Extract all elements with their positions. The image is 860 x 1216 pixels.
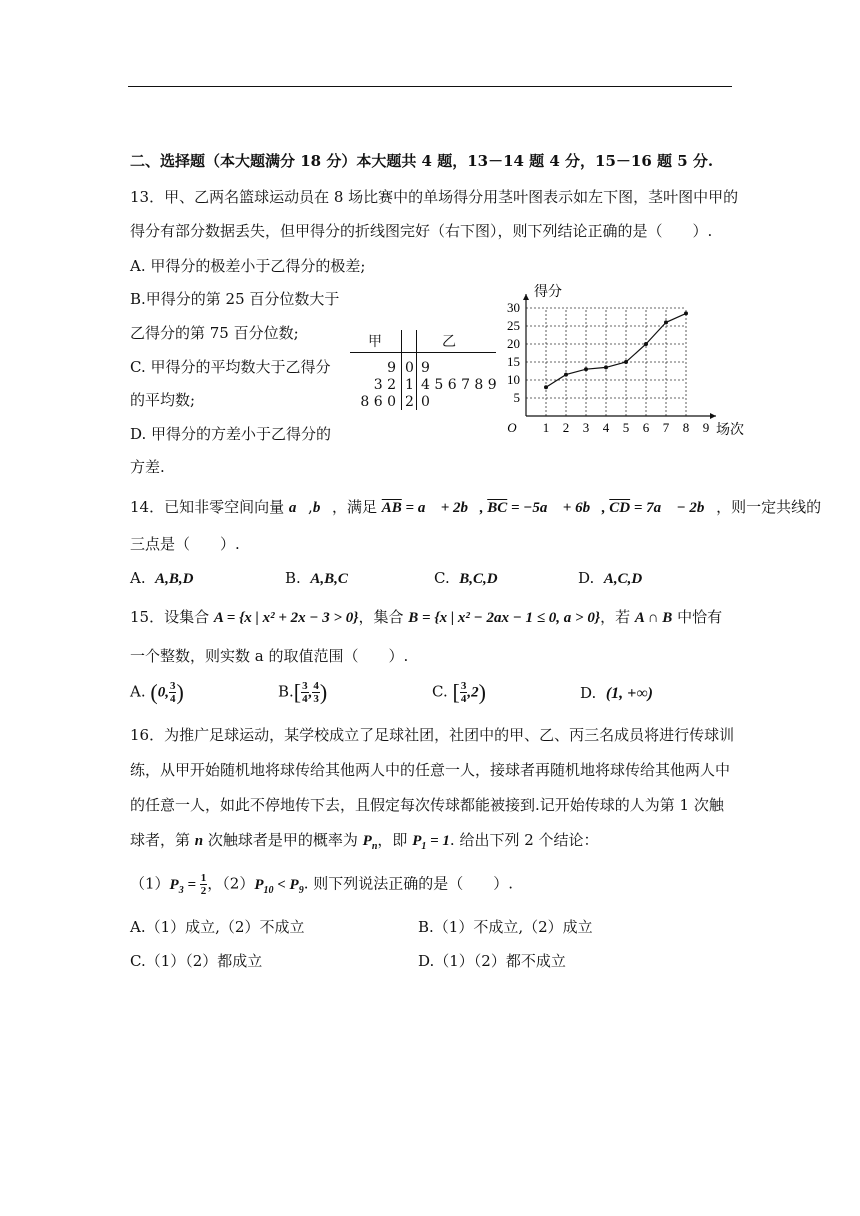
y-tick-label: 20 [507, 336, 520, 351]
stem-leaf-plot [350, 330, 500, 410]
stem-leaf-stem: 2 [405, 394, 414, 410]
origin-label: O [507, 420, 517, 435]
q14-option-c [434, 568, 498, 589]
q16-line4-mid2: ，即 [377, 831, 413, 849]
q14-line1-mid: ，满足 [331, 498, 382, 516]
q14-option-c-label: C. [434, 569, 450, 587]
data-point [604, 365, 608, 369]
data-point [664, 320, 668, 324]
q16-fraction-one-half: $\frac{1}{2}$ [200, 872, 207, 897]
q13-option-d-line1: D. 甲得分的方差小于乙得分的 [130, 425, 332, 443]
q15-line2: 一个整数，则实数 a 的取值范围（ ）. [130, 647, 409, 665]
q16-option-d: D.（1）（2）都不成立 [418, 952, 566, 970]
q15-option-b-label: B. [278, 682, 294, 701]
q14-line1-post: ，则一定共线的 [716, 498, 822, 516]
stem-leaf-divider-left [401, 330, 402, 410]
y-tick-label: 10 [507, 372, 520, 387]
q15-option-c: C. [ $\frac{3}{4}$ ,2) [432, 679, 486, 705]
stem-leaf-header-right: 乙 [442, 334, 456, 350]
data-point [624, 360, 628, 364]
x-axis-label: 场次 [716, 423, 744, 438]
q16-p3-equation: $P_3$ = [169, 876, 200, 896]
q13-option-c-line2: 的平均数; [130, 391, 196, 409]
x-tick-label: 3 [582, 420, 590, 435]
x-tick-label: 8 [682, 420, 690, 435]
x-tick-label: 6 [642, 420, 650, 435]
q15-intersection: A ∩ B [634, 610, 673, 626]
q14-option-b-value: A,B,C [310, 571, 348, 587]
q14-option-a-value: A,B,D [155, 571, 194, 587]
stem-leaf-left-leaves: 3 2 [373, 377, 396, 393]
q16-line5-pre: （1） [130, 874, 170, 893]
q15-line1-post: ，若 [600, 608, 635, 626]
q16-option-b: B.（1）不成立,（2）成立 [418, 918, 593, 936]
y-tick-label: 25 [507, 318, 520, 333]
q13-line1: 13．甲、乙两名篮球运动员在 8 场比赛中的单场得分用茎叶图表示如左下图，茎叶图中甲的 [130, 188, 739, 206]
q15-line1-pre: 15．设集合 [130, 608, 214, 626]
q16-line5-post: . 则下列说法正确的是（ ）. [303, 874, 514, 893]
stem-leaf-header-rule [350, 352, 496, 353]
x-tick-label: 5 [622, 420, 630, 435]
q16-option-c: C.（1）（2）都成立 [130, 952, 263, 970]
x-tick-label: 4 [602, 420, 610, 435]
q13-option-c-line1: C. 甲得分的平均数大于乙得分 [130, 358, 331, 376]
q16-inequality: $P_{10} < P_9$ [254, 876, 304, 896]
x-tick-label: 1 [542, 420, 550, 435]
q13-option-b-line1: B.甲得分的第 25 百分位数大于 [130, 290, 340, 308]
q16-line1: 16．为推广足球运动，某学校成立了足球社团，社团中的甲、乙、丙三名成员将进行传球训 [130, 726, 735, 744]
q15-option-a-label: A. [130, 682, 146, 701]
q15-set-a: A = {x | x² + 2x − 3 > 0} [213, 610, 359, 626]
data-point [544, 385, 548, 389]
header-rule [128, 86, 732, 87]
q14-option-d-value: A,C,D [603, 571, 643, 587]
q15-option-d-label: D. [580, 684, 597, 702]
q16-line4 [130, 830, 599, 857]
section-heading: 二、选择题（本大题满分 18 分）本大题共 4 题，13－14 题 4 分，15－16 题 5 分. [130, 152, 714, 170]
q13-option-d-line2: 方差. [130, 458, 165, 476]
q15-line1-mid: ，集合 [358, 608, 409, 626]
q16-option-a: A.（1）成立,（2）不成立 [130, 918, 305, 936]
q16-var-pn: $P_n$ [362, 833, 378, 852]
q14-option-c-value: B,C,D [459, 571, 498, 587]
stem-leaf-header-left: 甲 [368, 334, 382, 350]
y-tick-label: 30 [507, 300, 520, 315]
data-point [684, 311, 688, 315]
q16-var-n: n [194, 833, 204, 849]
y-axis-arrow [523, 294, 529, 300]
q13-line2: 得分有部分数据丢失，但甲得分的折线图完好（右下图），则下列结论正确的是（ ）. [130, 222, 713, 240]
q16-line4-pre: 球者，第 [130, 831, 195, 849]
stem-leaf-stem: 0 [405, 360, 414, 376]
q16-line5-mid: ，（2） [207, 874, 255, 893]
line-chart [500, 282, 760, 442]
y-tick-label: 15 [507, 354, 520, 369]
data-point [564, 373, 568, 377]
q16-line3: 的任意一人，如此不停地传下去，且假定每次传球都能被接到.记开始传球的人为第 1 次触 [130, 796, 724, 814]
q14-line1-pre: 14．已知非零空间向量 [130, 498, 289, 516]
data-point [584, 367, 588, 371]
q13-option-b-line2: 乙得分的第 75 百分位数; [130, 324, 299, 342]
q14-option-b-label: B. [285, 569, 301, 587]
q14-vectors-ab: a⃗,b⃗ [288, 498, 332, 516]
x-tick-label: 9 [702, 420, 710, 435]
q14-line2: 三点是（ ）. [130, 535, 240, 553]
x-tick-label: 2 [562, 420, 570, 435]
stem-leaf-right-leaves: 4 5 6 7 8 9 [421, 377, 497, 393]
q14-option-a [130, 568, 194, 589]
stem-leaf-left-leaves: 8 6 0 [360, 394, 396, 410]
q16-line5 [130, 872, 513, 901]
x-axis-arrow [710, 413, 716, 419]
stem-leaf-stem: 1 [405, 377, 414, 393]
q16-line4-post: . 给出下列 2 个结论： [449, 831, 599, 849]
q15-line1 [130, 607, 722, 628]
q15-line1-end: 中恰有 [672, 608, 723, 626]
stem-leaf-right-leaves: 9 [421, 360, 430, 376]
q15-option-a: A. (0, $\frac{3}{4}$ ) [130, 679, 184, 705]
q14-option-d [578, 568, 642, 589]
q16-line2: 练，从甲开始随机地将球传给其他两人中的任意一人，接球者再随机地将球传给其他两人中 [130, 761, 731, 779]
y-axis-label: 得分 [534, 285, 562, 300]
x-tick-label: 7 [662, 420, 670, 435]
q15-option-c-label: C. [432, 682, 448, 701]
data-point [644, 342, 648, 346]
q14-vector-equations: $\overline{AB}$ = a⃗ + 2b⃗, $\overline{BC}$ = −5a⃗ + 6b⃗, $\overline{CD}$ = 7a⃗ − 2b⃗ [381, 500, 717, 516]
stem-leaf-right-leaves: 0 [421, 394, 430, 410]
q14-option-b [285, 568, 348, 589]
q15-option-b: B.[ $\frac{3}{4}$ , $\frac{4}{3}$ ) [278, 679, 328, 705]
stem-leaf-left-leaves: 9 [387, 360, 396, 376]
q13-option-a: A. 甲得分的极差小于乙得分的极差; [130, 257, 366, 275]
q16-line4-mid: 次触球者是甲的概率为 [203, 831, 363, 849]
q14-option-d-label: D. [578, 569, 595, 587]
q14-option-a-label: A. [130, 569, 146, 587]
y-tick-label: 5 [513, 390, 520, 405]
stem-leaf-divider-right [416, 330, 417, 410]
q16-p1-equals-1: $P_1 = 1$ [412, 833, 450, 852]
q14-line1 [130, 497, 821, 518]
q15-set-b: B = {x | x² − 2ax − 1 ≤ 0, a > 0} [408, 610, 601, 626]
q15-option-d: D. (1, +∞) [580, 684, 653, 702]
